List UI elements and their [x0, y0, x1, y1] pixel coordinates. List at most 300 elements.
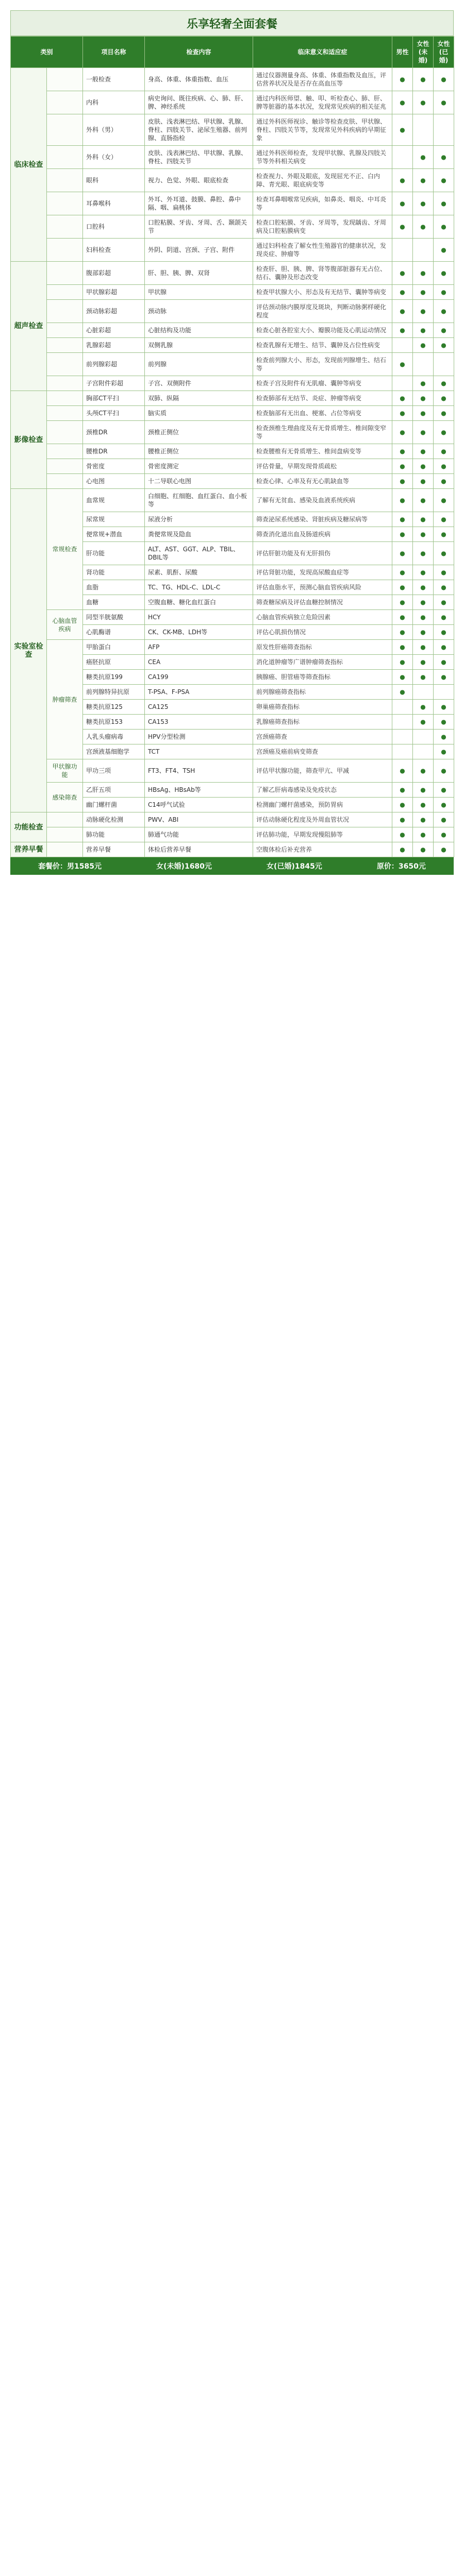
- content-cell: ALT、AST、GGT、ALP、TBIL、DBIL等: [145, 542, 253, 565]
- female-unmarried-mark: ●: [413, 192, 434, 215]
- female-unmarried-mark: [413, 685, 434, 700]
- male-mark: [392, 700, 413, 715]
- content-cell: CA125: [145, 700, 253, 715]
- male-mark: ●: [392, 323, 413, 338]
- content-cell: 肺通气功能: [145, 827, 253, 842]
- female-married-mark: ●: [434, 655, 454, 670]
- female-unmarried-mark: ●: [413, 542, 434, 565]
- female-married-mark: ●: [434, 323, 454, 338]
- female-unmarried-mark: ●: [413, 783, 434, 798]
- female-unmarried-mark: ●: [413, 91, 434, 114]
- female-married-mark: ●: [434, 406, 454, 421]
- female-married-mark: ●: [434, 625, 454, 640]
- meaning-cell: 筛查泌尿系统感染、肾脏疾病及糖尿病等: [253, 512, 392, 527]
- table-row: [11, 285, 454, 300]
- category-cell: 营养早餐: [11, 842, 47, 857]
- item-name-cell: 动脉硬化检测: [83, 812, 145, 827]
- content-cell: TCT: [145, 744, 253, 759]
- female-unmarried-mark: [413, 353, 434, 376]
- content-cell: HPV分型检测: [145, 730, 253, 744]
- header-male: 男性: [392, 37, 413, 68]
- female-unmarried-mark: ●: [413, 527, 434, 542]
- table-row: [11, 842, 454, 857]
- item-name-cell: 肺功能: [83, 827, 145, 842]
- table-row: [11, 262, 454, 285]
- female-unmarried-mark: ●: [413, 300, 434, 323]
- item-name-cell: 乳腺彩超: [83, 338, 145, 353]
- meaning-cell: 检查肝、胆、胰、脾、肾等腹部脏器有无占位、结石、囊肿及形态改变: [253, 262, 392, 285]
- subcategory-cell: [47, 68, 83, 91]
- male-mark: [392, 744, 413, 759]
- meaning-cell: 通过外科医师视诊、触诊等检查皮肤、甲状腺、脊柱、四肢关节等，发现常见外科疾病的早期征象: [253, 114, 392, 146]
- content-cell: 外阴、阴道、宫颈、子宫、附件: [145, 239, 253, 262]
- female-married-mark: ●: [434, 262, 454, 285]
- item-name-cell: 人乳头瘤病毒: [83, 730, 145, 744]
- header-item: 项目名称: [83, 37, 145, 68]
- item-name-cell: 口腔科: [83, 215, 145, 239]
- meaning-cell: 宫颈癌筛查: [253, 730, 392, 744]
- subcategory-cell: [47, 300, 83, 323]
- male-mark: ●: [392, 842, 413, 857]
- female-unmarried-mark: ●: [413, 489, 434, 512]
- meaning-cell: 检查子宫及附件有无肌瘤、囊肿等病变: [253, 376, 392, 391]
- female-unmarried-mark: ●: [413, 625, 434, 640]
- female-married-mark: ●: [434, 91, 454, 114]
- subcategory-cell: [47, 444, 83, 459]
- content-cell: 体检后营养早餐: [145, 842, 253, 857]
- content-cell: HCY: [145, 610, 253, 625]
- table-row: [11, 783, 454, 798]
- male-mark: ●: [392, 580, 413, 595]
- female-unmarried-mark: [413, 114, 434, 146]
- content-cell: CA199: [145, 670, 253, 685]
- content-cell: 十二导联心电图: [145, 474, 253, 489]
- meaning-cell: 检查颈椎生理曲度及有无骨质增生、椎间隙变窄等: [253, 421, 392, 444]
- item-name-cell: 骨密度: [83, 459, 145, 474]
- meaning-cell: 通过仪器测量身高、体重、体重指数及血压，评估营养状况及是否存在高血压等: [253, 68, 392, 91]
- male-mark: ●: [392, 625, 413, 640]
- subcategory-cell: [47, 391, 83, 406]
- subcategory-cell: 常规检查: [47, 489, 83, 610]
- male-mark: ●: [392, 285, 413, 300]
- meaning-cell: 通过外科医师检查，发现甲状腺、乳腺及四肢关节等外科相关病变: [253, 146, 392, 169]
- total-female-married: 女(已婚)1845元: [267, 862, 322, 871]
- meaning-cell: 了解乙肝病毒感染及免疫状态: [253, 783, 392, 798]
- meaning-cell: 宫颈癌及癌前病变筛查: [253, 744, 392, 759]
- content-cell: 肝、胆、胰、脾、双肾: [145, 262, 253, 285]
- exam-table: [10, 36, 454, 857]
- content-cell: 子宫、双侧附件: [145, 376, 253, 391]
- subcategory-cell: [47, 146, 83, 169]
- male-mark: ●: [392, 685, 413, 700]
- category-cell: 超声检查: [11, 262, 47, 391]
- female-unmarried-mark: ●: [413, 798, 434, 812]
- meaning-cell: 评估甲状腺功能，筛查甲亢、甲减: [253, 759, 392, 783]
- female-unmarried-mark: ●: [413, 812, 434, 827]
- content-cell: CEA: [145, 655, 253, 670]
- male-mark: [392, 239, 413, 262]
- table-row: [11, 376, 454, 391]
- item-name-cell: 心肌酶谱: [83, 625, 145, 640]
- content-cell: CA153: [145, 715, 253, 730]
- meaning-cell: 乳腺癌筛查指标: [253, 715, 392, 730]
- male-mark: [392, 730, 413, 744]
- subcategory-cell: [47, 239, 83, 262]
- table-row: [11, 323, 454, 338]
- table-row: [11, 759, 454, 783]
- male-mark: [392, 715, 413, 730]
- content-cell: 口腔粘膜、牙齿、牙周、舌、颞颌关节: [145, 215, 253, 239]
- female-unmarried-mark: ●: [413, 323, 434, 338]
- female-married-mark: ●: [434, 842, 454, 857]
- meaning-cell: 评估心肌损伤情况: [253, 625, 392, 640]
- table-row: [11, 353, 454, 376]
- subcategory-cell: [47, 262, 83, 285]
- female-married-mark: ●: [434, 700, 454, 715]
- female-unmarried-mark: ●: [413, 444, 434, 459]
- female-unmarried-mark: ●: [413, 610, 434, 625]
- table-row: [11, 406, 454, 421]
- subcategory-cell: [47, 192, 83, 215]
- meaning-cell: 了解有无贫血、感染及血液系统疾病: [253, 489, 392, 512]
- female-married-mark: ●: [434, 474, 454, 489]
- meaning-cell: 评估肾脏功能，发现高尿酸血症等: [253, 565, 392, 580]
- meaning-cell: 胰腺癌、胆管癌等筛查指标: [253, 670, 392, 685]
- item-name-cell: 甲胎蛋白: [83, 640, 145, 655]
- content-cell: AFP: [145, 640, 253, 655]
- category-cell: 实验室检查: [11, 489, 47, 812]
- male-mark: ●: [392, 91, 413, 114]
- female-married-mark: ●: [434, 512, 454, 527]
- content-cell: 颈动脉: [145, 300, 253, 323]
- item-name-cell: 幽门螺杆菌: [83, 798, 145, 812]
- female-married-mark: ●: [434, 798, 454, 812]
- female-unmarried-mark: [413, 730, 434, 744]
- meaning-cell: 检查视力、外眼及眼底，发现屈光不正、白内障、青光眼、眼底病变等: [253, 169, 392, 192]
- female-unmarried-mark: ●: [413, 640, 434, 655]
- item-name-cell: 癌胚抗原: [83, 655, 145, 670]
- subcategory-cell: [47, 285, 83, 300]
- female-married-mark: ●: [434, 744, 454, 759]
- table-row: [11, 146, 454, 169]
- content-cell: 尿素、肌酐、尿酸: [145, 565, 253, 580]
- female-married-mark: ●: [434, 827, 454, 842]
- female-married-mark: ●: [434, 215, 454, 239]
- table-row: [11, 827, 454, 842]
- content-cell: 粪便常规及隐血: [145, 527, 253, 542]
- item-name-cell: 尿常规: [83, 512, 145, 527]
- header-meaning: 临床意义和适应症: [253, 37, 392, 68]
- table-row: [11, 215, 454, 239]
- male-mark: ●: [392, 595, 413, 610]
- item-name-cell: 眼科: [83, 169, 145, 192]
- subcategory-cell: [47, 421, 83, 444]
- content-cell: 骨密度测定: [145, 459, 253, 474]
- content-cell: 身高、体重、体重指数、血压: [145, 68, 253, 91]
- total-female-unmarried: 女(未婚)1680元: [156, 862, 212, 871]
- table-row: [11, 640, 454, 655]
- meaning-cell: 评估颈动脉内膜厚度及斑块，判断动脉粥样硬化程度: [253, 300, 392, 323]
- subcategory-cell: 心脑血管疾病: [47, 610, 83, 640]
- male-mark: ●: [392, 812, 413, 827]
- female-unmarried-mark: ●: [413, 512, 434, 527]
- subcategory-cell: [47, 406, 83, 421]
- female-unmarried-mark: [413, 744, 434, 759]
- total-original: 原价：3650元: [376, 862, 426, 871]
- female-married-mark: ●: [434, 542, 454, 565]
- male-mark: [392, 376, 413, 391]
- category-cell: 影像检查: [11, 391, 47, 489]
- item-name-cell: 糖类抗原199: [83, 670, 145, 685]
- category-cell: 功能检查: [11, 812, 47, 842]
- meaning-cell: 筛查糖尿病及评估血糖控制情况: [253, 595, 392, 610]
- item-name-cell: 同型半胱氨酸: [83, 610, 145, 625]
- table-row: [11, 239, 454, 262]
- total-bar: [10, 857, 454, 875]
- female-unmarried-mark: ●: [413, 655, 434, 670]
- subcategory-cell: [47, 338, 83, 353]
- table-row: [11, 169, 454, 192]
- header-female-unmarried: 女性(未婚): [413, 37, 434, 68]
- table-body: [11, 68, 454, 857]
- subcategory-cell: [47, 459, 83, 474]
- meaning-cell: 检查前列腺大小、形态，发现前列腺增生、结石等: [253, 353, 392, 376]
- male-mark: ●: [392, 512, 413, 527]
- meaning-cell: 空腹体检后补充营养: [253, 842, 392, 857]
- item-name-cell: 子宫附件彩超: [83, 376, 145, 391]
- meaning-cell: 检查甲状腺大小、形态及有无结节、囊肿等病变: [253, 285, 392, 300]
- female-married-mark: ●: [434, 285, 454, 300]
- female-married-mark: ●: [434, 715, 454, 730]
- female-unmarried-mark: ●: [413, 565, 434, 580]
- female-married-mark: ●: [434, 146, 454, 169]
- content-cell: 视力、色觉、外眼、眼底检查: [145, 169, 253, 192]
- item-name-cell: 颈动脉彩超: [83, 300, 145, 323]
- female-married-mark: ●: [434, 338, 454, 353]
- female-unmarried-mark: ●: [413, 715, 434, 730]
- female-married-mark: ●: [434, 489, 454, 512]
- table-row: [11, 444, 454, 459]
- meaning-cell: 评估血脂水平，预测心脑血管疾病风险: [253, 580, 392, 595]
- item-name-cell: 糖类抗原125: [83, 700, 145, 715]
- female-married-mark: ●: [434, 565, 454, 580]
- female-married-mark: ●: [434, 527, 454, 542]
- item-name-cell: 血糖: [83, 595, 145, 610]
- table-header-row: [11, 37, 454, 68]
- male-mark: ●: [392, 655, 413, 670]
- male-mark: ●: [392, 262, 413, 285]
- table-row: [11, 391, 454, 406]
- content-cell: T-PSA、F-PSA: [145, 685, 253, 700]
- item-name-cell: 耳鼻喉科: [83, 192, 145, 215]
- female-unmarried-mark: ●: [413, 421, 434, 444]
- table-row: [11, 114, 454, 146]
- female-married-mark: ●: [434, 169, 454, 192]
- male-mark: ●: [392, 527, 413, 542]
- subcategory-cell: [47, 353, 83, 376]
- content-cell: 病史询问、既往疾病、心、肺、肝、脾、神经系统: [145, 91, 253, 114]
- meaning-cell: 消化道肿瘤等广谱肿瘤筛查指标: [253, 655, 392, 670]
- male-mark: ●: [392, 300, 413, 323]
- female-married-mark: ●: [434, 192, 454, 215]
- item-name-cell: 肾功能: [83, 565, 145, 580]
- male-mark: ●: [392, 759, 413, 783]
- male-mark: ●: [392, 542, 413, 565]
- table-row: [11, 812, 454, 827]
- female-unmarried-mark: ●: [413, 759, 434, 783]
- male-mark: ●: [392, 610, 413, 625]
- subcategory-cell: 肿瘤筛查: [47, 640, 83, 759]
- meaning-cell: 通过内科医师望、触、叩、听检查心、肺、肝、脾等脏器的基本状况，发现常见疾病的相关征兆: [253, 91, 392, 114]
- meaning-cell: 检查口腔粘膜、牙齿、牙周等，发现龋齿、牙周病及口腔粘膜病变: [253, 215, 392, 239]
- female-unmarried-mark: ●: [413, 474, 434, 489]
- male-mark: ●: [392, 68, 413, 91]
- male-mark: ●: [392, 406, 413, 421]
- content-cell: 空腹血糖、糖化血红蛋白: [145, 595, 253, 610]
- category-cell: 临床检查: [11, 68, 47, 262]
- female-married-mark: [434, 685, 454, 700]
- content-cell: 白细胞、红细胞、血红蛋白、血小板等: [145, 489, 253, 512]
- meaning-cell: 检查心脏各腔室大小、瓣膜功能及心肌运动情况: [253, 323, 392, 338]
- male-mark: ●: [392, 798, 413, 812]
- item-name-cell: 一般检查: [83, 68, 145, 91]
- male-mark: ●: [392, 565, 413, 580]
- item-name-cell: 心电图: [83, 474, 145, 489]
- male-mark: ●: [392, 192, 413, 215]
- subcategory-cell: [47, 91, 83, 114]
- female-married-mark: ●: [434, 68, 454, 91]
- subcategory-cell: [47, 812, 83, 827]
- table-row: [11, 300, 454, 323]
- item-name-cell: 便常规+潜血: [83, 527, 145, 542]
- male-mark: ●: [392, 114, 413, 146]
- page-title: 乐享轻奢全面套餐: [186, 17, 277, 30]
- item-name-cell: 营养早餐: [83, 842, 145, 857]
- male-mark: ●: [392, 444, 413, 459]
- female-unmarried-mark: ●: [413, 338, 434, 353]
- female-married-mark: ●: [434, 610, 454, 625]
- item-name-cell: 血常规: [83, 489, 145, 512]
- content-cell: 外耳、外耳道、鼓膜、鼻腔、鼻中隔、咽、扁桃体: [145, 192, 253, 215]
- female-unmarried-mark: ●: [413, 670, 434, 685]
- item-name-cell: 内科: [83, 91, 145, 114]
- header-cat: 类别: [11, 37, 83, 68]
- content-cell: 皮肤、浅表淋巴结、甲状腺、乳腺、脊柱、四肢关节、泌尿生殖器、前列腺、直肠指检: [145, 114, 253, 146]
- item-name-cell: 糖类抗原153: [83, 715, 145, 730]
- female-unmarried-mark: ●: [413, 215, 434, 239]
- content-cell: 前列腺: [145, 353, 253, 376]
- content-cell: FT3、FT4、TSH: [145, 759, 253, 783]
- title-bar: [10, 10, 454, 36]
- item-name-cell: 宫颈液基细胞学: [83, 744, 145, 759]
- content-cell: 脑实质: [145, 406, 253, 421]
- item-name-cell: 颈椎DR: [83, 421, 145, 444]
- female-married-mark: ●: [434, 812, 454, 827]
- female-unmarried-mark: ●: [413, 406, 434, 421]
- content-cell: CK、CK-MB、LDH等: [145, 625, 253, 640]
- meaning-cell: 评估肺功能，早期发现慢阻肺等: [253, 827, 392, 842]
- subcategory-cell: [47, 215, 83, 239]
- male-mark: ●: [392, 640, 413, 655]
- female-married-mark: ●: [434, 783, 454, 798]
- male-mark: ●: [392, 215, 413, 239]
- male-mark: ●: [392, 783, 413, 798]
- subcategory-cell: 甲状腺功能: [47, 759, 83, 783]
- female-married-mark: ●: [434, 300, 454, 323]
- meaning-cell: 心脑血管疾病独立危险因素: [253, 610, 392, 625]
- item-name-cell: 头颅CT平扫: [83, 406, 145, 421]
- female-married-mark: ●: [434, 459, 454, 474]
- female-unmarried-mark: ●: [413, 842, 434, 857]
- female-married-mark: ●: [434, 391, 454, 406]
- female-married-mark: ●: [434, 580, 454, 595]
- item-name-cell: 前列腺特异抗原: [83, 685, 145, 700]
- header-female-married: 女性(已婚): [434, 37, 454, 68]
- content-cell: TC、TG、HDL-C、LDL-C: [145, 580, 253, 595]
- item-name-cell: 腰椎DR: [83, 444, 145, 459]
- female-unmarried-mark: ●: [413, 595, 434, 610]
- subcategory-cell: 感染筛查: [47, 783, 83, 812]
- subcategory-cell: [47, 169, 83, 192]
- male-mark: [392, 146, 413, 169]
- page: [10, 0, 454, 895]
- item-name-cell: 血脂: [83, 580, 145, 595]
- table-row: [11, 474, 454, 489]
- subcategory-cell: [47, 842, 83, 857]
- meaning-cell: 通过妇科检查了解女性生殖器官的健康状况，发现炎症、肿瘤等: [253, 239, 392, 262]
- item-name-cell: 胸部CT平扫: [83, 391, 145, 406]
- total-male: 套餐价：男1585元: [38, 862, 102, 871]
- female-married-mark: ●: [434, 595, 454, 610]
- item-name-cell: 腹部彩超: [83, 262, 145, 285]
- content-cell: 甲状腺: [145, 285, 253, 300]
- female-married-mark: [434, 353, 454, 376]
- subcategory-cell: [47, 827, 83, 842]
- item-name-cell: 外科（男）: [83, 114, 145, 146]
- male-mark: [392, 338, 413, 353]
- female-unmarried-mark: ●: [413, 700, 434, 715]
- female-married-mark: ●: [434, 239, 454, 262]
- meaning-cell: 检查心律、心率及有无心肌缺血等: [253, 474, 392, 489]
- table-row: [11, 459, 454, 474]
- female-unmarried-mark: ●: [413, 580, 434, 595]
- item-name-cell: 甲功三项: [83, 759, 145, 783]
- item-name-cell: 甲状腺彩超: [83, 285, 145, 300]
- female-married-mark: ●: [434, 640, 454, 655]
- female-married-mark: ●: [434, 444, 454, 459]
- female-married-mark: ●: [434, 670, 454, 685]
- header-content: 检查内容: [145, 37, 253, 68]
- table-row: [11, 192, 454, 215]
- meaning-cell: 检查乳腺有无增生、结节、囊肿及占位性病变: [253, 338, 392, 353]
- item-name-cell: 心脏彩超: [83, 323, 145, 338]
- content-cell: 心脏结构及功能: [145, 323, 253, 338]
- meaning-cell: 评估动脉硬化程度及外周血管状况: [253, 812, 392, 827]
- table-row: [11, 338, 454, 353]
- female-married-mark: ●: [434, 730, 454, 744]
- meaning-cell: 前列腺癌筛查指标: [253, 685, 392, 700]
- male-mark: ●: [392, 459, 413, 474]
- male-mark: ●: [392, 421, 413, 444]
- female-unmarried-mark: ●: [413, 262, 434, 285]
- item-name-cell: 妇科检查: [83, 239, 145, 262]
- content-cell: C14呼气试验: [145, 798, 253, 812]
- male-mark: ●: [392, 169, 413, 192]
- item-name-cell: 前列腺彩超: [83, 353, 145, 376]
- table-row: [11, 91, 454, 114]
- female-unmarried-mark: ●: [413, 68, 434, 91]
- meaning-cell: 原发性肝癌筛查指标: [253, 640, 392, 655]
